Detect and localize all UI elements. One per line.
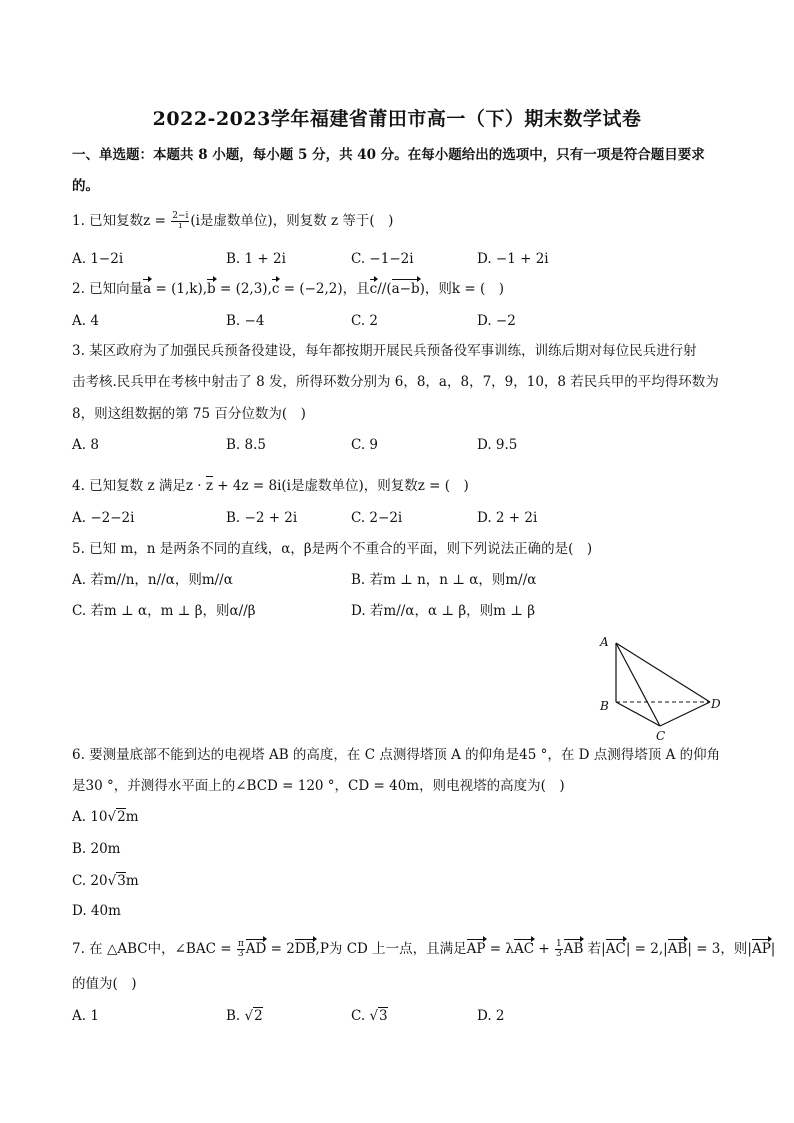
q3-option-b: B. 8.5 [226,437,266,453]
q3-option-c: C. 9 [351,437,379,453]
question-6-line1: 6. 要测量底部不能到达的电视塔 AB 的高度，在 C 点测得塔顶 A 的仰角是45 °，在 D 点测得塔顶 A 的仰角 [72,747,721,763]
vector-ab: AB [667,941,688,957]
question-2-stem: 2. 已知向量a = (1,k),b = (2,3),c = (−2,2)，且c//(a−b)，则k = ( ) [72,281,504,297]
tower-figure [590,630,730,740]
q3-option-a: A. 8 [72,437,99,453]
z-conjugate: z [205,478,213,494]
section-heading-line2: 的。 [72,178,99,194]
edge-ad [616,643,710,702]
vector-b: b [207,281,216,297]
q1-text-post: (i是虚数单位)，则复数 z 等于( ) [190,213,394,229]
q1-text-pre: 1. 已知复数z = [72,213,171,229]
edge-cd [660,702,710,726]
sqrt-symbol: √2 [244,1008,263,1024]
q1-option-a: A. 1−2i [72,251,124,267]
label-c: C [656,729,666,740]
sqrt-symbol: √2 [107,809,126,825]
q4-option-a: A. −2−2i [72,510,135,526]
q5-option-b: B. 若m ⊥ n，n ⊥ α，则m//α [351,572,537,588]
q6-option-d: D. 40m [72,903,121,919]
q2-option-a: A. 4 [72,313,99,329]
q5-option-c: C. 若m ⊥ α，m ⊥ β，则α//β [72,603,256,619]
question-3-line1: 3. 某区政府为了加强民兵预备役建设，每年都按期开展民兵预备役军事训练，训练后期对每位民兵进行射 [72,343,697,359]
q1-option-c: C. −1−2i [351,251,414,267]
vector-ap: AP [751,941,771,957]
vector-ap: AP [466,941,486,957]
question-1-stem [72,212,393,231]
question-7-line2: 的值为( ) [72,976,137,992]
q6-option-a: A. 10√2m [72,809,139,825]
q1-option-d: D. −1 + 2i [477,251,549,267]
q5-option-d: D. 若m//α，α ⊥ β，则m ⊥ β [351,603,536,619]
q7-option-b: B. √2 [226,1008,263,1024]
q6-option-b: B. 20m [72,841,121,857]
vector-ac: AC [513,941,535,957]
vector-ab: AB [563,941,584,957]
q1-option-b: B. 1 + 2i [226,251,286,267]
label-b: B [600,699,609,713]
exam-title: 2022-2023学年福建省莆田市高一（下）期末数学试卷 [152,108,642,130]
q7-fraction-pi-3: $\frac{\pi}{3}$ [237,939,244,959]
vector-a: a [143,281,152,297]
question-3-line2: 击考核.民兵甲在考核中射击了 8 发，所得环数分别为 6，8，a，8，7，9，10，8 若民兵甲的平均得环数为 [72,374,719,390]
vector-ac: AC [605,941,626,957]
vector-ad: AD [245,941,267,957]
sqrt-symbol: √3 [369,1008,388,1024]
label-a: A [600,635,609,649]
sqrt-symbol: √3 [107,873,126,889]
vector-a-minus-b: a−b [391,281,420,297]
q2-option-d: D. −2 [477,313,516,329]
q5-option-a: A. 若m//n，n//α，则m//α [72,572,233,588]
q4-option-d: D. 2 + 2i [477,510,538,526]
question-4-stem: 4. 已知复数 z 满足z · z + 4z = 8i(i是虚数单位)，则复数z = ( ) [72,478,469,494]
q7-option-a: A. 1 [72,1008,99,1024]
q4-option-c: C. 2−2i [351,510,403,526]
q3-option-d: D. 9.5 [477,437,518,453]
question-3-line3: 8，则这组数据的第 75 百分位数为( ) [72,406,306,422]
q7-option-c: C. √3 [351,1008,388,1024]
q2-option-b: B. −4 [226,313,265,329]
q7-fraction-1-3: $\frac{1}{3}$ [555,939,562,959]
question-7-stem: 7. 在 △ABC中，∠BAC = $\frac{\pi}{3}$ AD = 2DB,P为 CD 上一点，且满足AP = λAC + $\frac{1}{3}$ AB 若|AC| = 2,|AB| = 3，则|AP| [72,939,776,959]
vector-c: c [271,281,280,297]
question-5-stem: 5. 已知 m，n 是两条不同的直线，α，β是两个不重合的平面，则下列说法正确的是( ) [72,541,593,557]
section-heading-line1: 一、单选题：本题共 8 小题，每小题 5 分，共 40 分。在每小题给出的选项中，只有一项是符合题目要求 [72,147,705,163]
q4-option-b: B. −2 + 2i [226,510,298,526]
q2-option-c: C. 2 [351,313,379,329]
q6-option-c: C. 20√3m [72,873,139,889]
q1-fraction: $\frac{2-i}{i}$ [172,211,189,231]
vector-db: DB [294,941,316,957]
question-6-line2: 是30 °，并测得水平面上的∠BCD = 120 °，CD = 40m，则电视塔的高度为( ) [72,778,565,794]
vector-c: c [369,281,378,297]
label-d: D [711,697,721,711]
q7-option-d: D. 2 [477,1008,505,1024]
